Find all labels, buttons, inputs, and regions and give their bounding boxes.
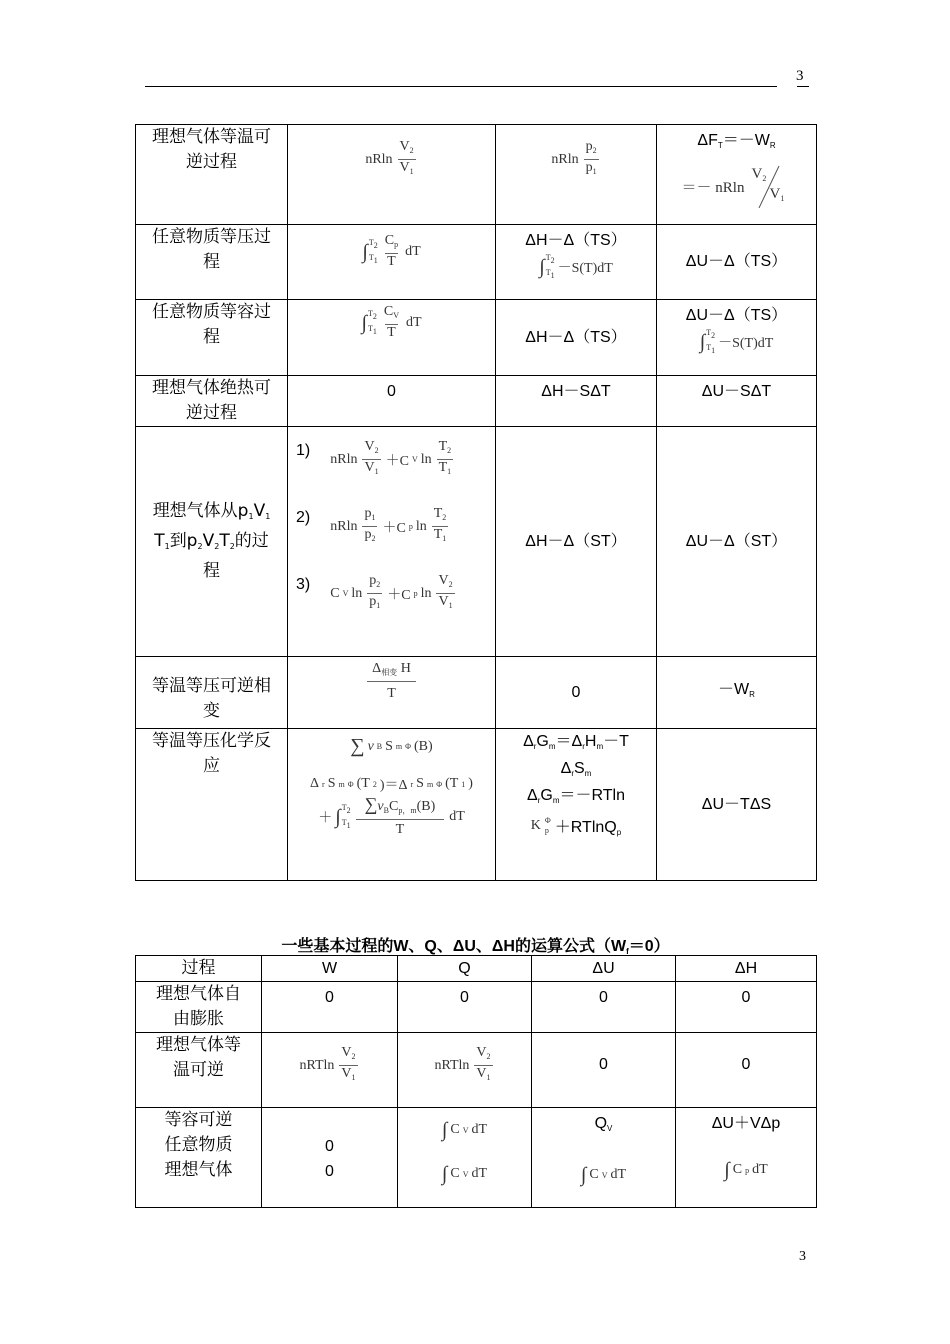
table-row (136, 982, 817, 1033)
item-number: 3) (296, 575, 311, 593)
process-label: 等容可逆 任意物质 理想气体 (136, 1108, 262, 1208)
table-row (136, 427, 817, 657)
process-label: 任意物质等压过 程 (136, 225, 288, 300)
formula: ∫ T2 T1 $\frac{C_p}{T}$ dT (362, 233, 421, 269)
formula: ＋ ∫ T2 T1 $\frac{\sum\nu_BC_{p,m}(B)}{T}$ dT (318, 794, 465, 837)
cell-value: 0 (460, 989, 469, 1006)
formula-cell (657, 225, 817, 300)
table-header-row (136, 956, 817, 982)
formula-cell (657, 657, 817, 729)
formula-text: 0 (571, 683, 581, 701)
process-label: 理想气体自 由膨胀 (136, 982, 262, 1033)
column-header: 过程 (136, 956, 262, 982)
formula: ∫ C V dT (580, 1164, 627, 1186)
formula-cell (496, 657, 657, 729)
formula: nRln $\frac{p_1}{p_2}$ ＋C p ln $\frac{T_2}{T_1}$ (330, 506, 450, 547)
item-number: 2) (296, 508, 311, 526)
header-page-number: 3 (796, 68, 804, 84)
formula-text: ΔH－Δ（TS） (525, 328, 627, 346)
formula-text: $\Delta F_T=-W_R$ (697, 132, 776, 150)
formula-text: ΔH－Δ（TS） (525, 232, 627, 249)
formula-cell (288, 300, 496, 376)
formula: nRTln $\frac{V_2}{V_1}$ (299, 1045, 359, 1086)
table2-caption: 一些基本过程的W、Q、ΔU、ΔH的运算公式$(W_f=0)$ (281, 938, 670, 956)
formula-cell (657, 125, 817, 225)
table-row (136, 1033, 817, 1108)
formula-cell (657, 427, 817, 657)
formula: $\frac{\Delta_{相变} H}{T}$ (365, 661, 418, 702)
footer-page-number: 3 (799, 1249, 806, 1264)
formula-text: ΔH－SΔT (541, 383, 611, 400)
formula: ∫ C V dT (441, 1119, 488, 1141)
formula-cell (496, 125, 657, 225)
process-label: 理想气体从$p_1V_1$ $T_1$到$p_2V_2T_2$的过 程 (136, 427, 288, 657)
formula-cell: $\Delta_rG_m=\Delta_rH_m-T$ $\Delta_rS_m$ $\Delta_rG_m=-RTln$ K Φ p ＋RTlnQ$_p$ (496, 729, 657, 881)
formula-cell (496, 376, 657, 427)
formula: ∫ T2 T1 －S(T)dT (699, 328, 774, 355)
formula-cell (288, 427, 496, 657)
process-label: 理想气体绝热可 逆过程 (136, 376, 288, 427)
table-row (136, 657, 817, 729)
column-header: W (262, 956, 398, 982)
formula: nRln $\frac{V_2}{V_1}$ (365, 139, 417, 180)
cell-value: 0 0 (325, 1138, 334, 1180)
item-number: 1) (296, 441, 311, 459)
table-row (136, 125, 817, 225)
process-label: 任意物质等容过 程 (136, 300, 288, 376)
formula: nRln $\frac{V_2}{V_1}$ ＋C V ln $\frac{T_2}{T_1}$ (330, 439, 455, 480)
cell-value: ΔU＋VΔp (711, 1115, 781, 1132)
cell-value: 0 (599, 1056, 608, 1073)
formula-text: ΔU－TΔS (701, 795, 772, 813)
process-label: 理想气体等温可 逆过程 (136, 125, 288, 225)
formula-cell (496, 427, 657, 657)
formula-cell (288, 125, 496, 225)
thermo-formula-table (135, 124, 817, 881)
formula: ∫ C p dT (724, 1159, 768, 1181)
header-rule (145, 86, 777, 87)
formula: ∫ T2 T1 $\frac{C_V}{T}$ dT (361, 304, 422, 340)
formula: ＝－ nRln $V_2$ $V_1$ (682, 164, 792, 208)
table-row (136, 376, 817, 427)
formula: K Φ p (530, 815, 551, 835)
table-row (136, 225, 817, 300)
formula-cell (496, 225, 657, 300)
process-label: 等温等压可逆相 变 (136, 657, 288, 729)
formula-cell (657, 376, 817, 427)
cell-value: 0 (599, 989, 608, 1006)
column-header: Q (398, 956, 532, 982)
formula-cell (657, 729, 817, 881)
formula-text: $Q_V$ (594, 1115, 613, 1133)
formula-text: 0 (387, 383, 396, 400)
formula-text: $-W_R$ (718, 681, 755, 699)
basic-process-table (135, 955, 817, 1208)
cell-value: 0 (741, 989, 751, 1006)
formula-text: ΔU－Δ（ST） (685, 532, 788, 550)
formula-text: $\Delta_rG_m=\Delta_rH_m-T$ $\Delta_rS_m$ $\Delta_rG_m=-RTln$ (523, 733, 629, 805)
formula: ∑ ν B S m Φ (B) (350, 735, 433, 757)
formula-cell (496, 300, 657, 376)
formula: ∫ C V dT (441, 1163, 488, 1185)
formula-cell (657, 300, 817, 376)
formula-text: ΔU－SΔT (701, 383, 772, 400)
formula: C V ln $\frac{p_2}{p_1}$ ＋C p ln $\frac{V_2}{V_1}$ (330, 573, 456, 614)
formula-text: ΔU－Δ（TS） (685, 307, 788, 324)
table-row (136, 1108, 817, 1208)
formula-cell (288, 657, 496, 729)
column-header: ΔH (676, 956, 817, 982)
formula-cell (288, 376, 496, 427)
formula: ∫ T2 T1 －S(T)dT (539, 253, 613, 280)
formula: Δ r S m Φ (T 2 )＝Δ r S m Φ (T 1 ) (310, 776, 473, 793)
formula-cell (288, 729, 496, 881)
cell-value: 0 (741, 1056, 751, 1073)
header-number-underline (797, 86, 809, 87)
column-header: ΔU (532, 956, 676, 982)
process-label: 理想气体等 温可逆 (136, 1033, 262, 1108)
table-row (136, 300, 817, 376)
formula-text: ΔU－Δ（TS） (685, 253, 788, 270)
process-label: 等温等压化学反 应 (136, 729, 288, 881)
formula: nRTln $\frac{V_2}{V_1}$ (434, 1045, 494, 1086)
cell-value: 0 (325, 989, 334, 1006)
formula: nRln $\frac{p_2}{p_1}$ (551, 139, 600, 180)
table-row (136, 729, 817, 881)
formula-text: ΔH－Δ（ST） (525, 532, 627, 550)
formula-cell (288, 225, 496, 300)
